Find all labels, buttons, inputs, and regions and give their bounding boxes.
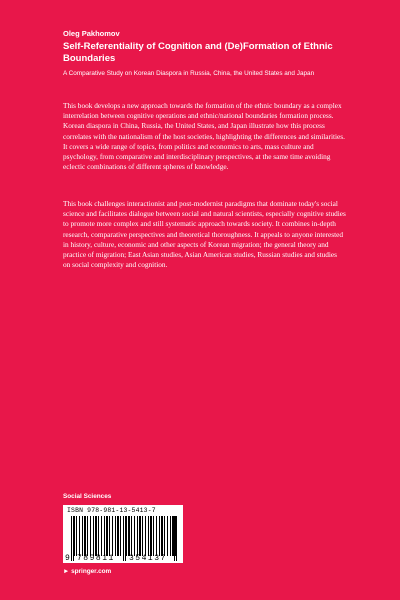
barcode-right-digits: 354137 [129, 554, 167, 563]
barcode-bars [71, 516, 177, 556]
isbn-barcode [63, 505, 183, 563]
barcode-guard-left-2 [73, 516, 74, 561]
barcode-guard-left [71, 516, 72, 561]
barcode-guard-right [174, 516, 175, 561]
barcode-left-digits: 789811 [77, 554, 115, 563]
blurb-paragraph-2: This book challenges interactionist and post-modernist paradigms that dominate today's social science and facilitates dialogue between social and natural scientists, especially cognitive studies to promote more complex and still systematic approach towards society. It combines in-depth research, comparative perspectives and theoretical thoroughness. It appeals to anyone interested in history, culture, economic and other aspects of Korean migration; the general theory and practice of migration; East Asian studies, Asian American studies, Russian studies and studies on social complexity and cognition. [63, 199, 346, 270]
author-name: Oleg Pakhomov [63, 29, 120, 38]
book-title: Self-Referentiality of Cognition and (De)Formation of Ethnic Boundaries [63, 41, 333, 64]
barcode-guard-right-2 [176, 516, 177, 561]
barcode-first-digit: 9 [65, 554, 70, 563]
blurb-paragraph-1: This book develops a new approach towards the formation of the ethnic boundary as a complex interrelation between cognitive operations and ethnic/national boundaries formation process. Korean diaspora in China, Russia, the United States, and Japan illustrate how this process correlates with the nationalism of the host societies, highlighting the differences and similarities. It covers a wide range of topics, from politics and economics to arts, mass culture and psychology, from comparative and interdisciplinary perspectives, at the same time avoiding eclectic combinations of different spheres of knowledge. [63, 101, 345, 172]
book-subtitle: A Comparative Study on Korean Diaspora in Russia, China, the United States and Japan [63, 70, 315, 77]
isbn-label: ISBN 978-981-13-5413-7 [67, 507, 156, 514]
barcode-guard-center-2 [125, 516, 126, 561]
publisher-link[interactable]: ► springer.com [63, 568, 112, 575]
subject-category: Social Sciences [63, 493, 112, 500]
barcode-guard-center [123, 516, 124, 561]
